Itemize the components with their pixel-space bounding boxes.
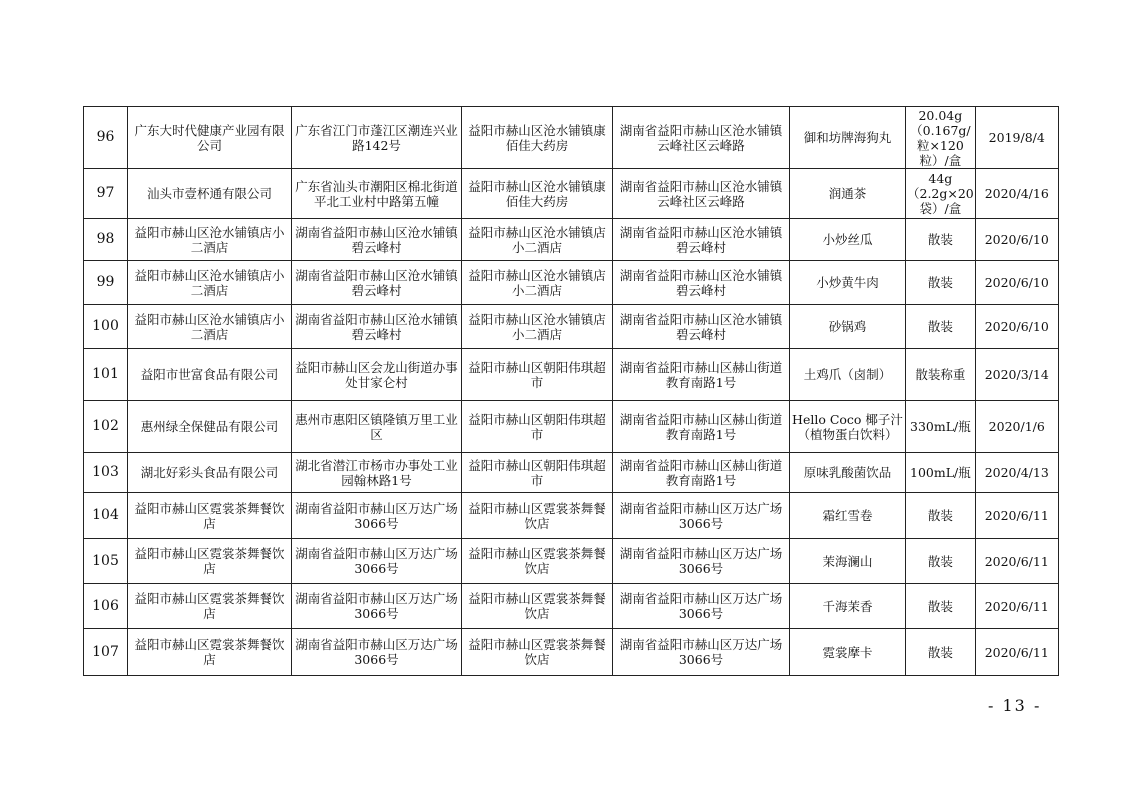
producer-name-cell: 湖北好彩头食品有限公司 xyxy=(128,453,292,493)
table-row xyxy=(84,539,1059,584)
seller-address-cell: 湖南省益阳市赫山区沧水铺镇云峰社区云峰路 xyxy=(613,107,790,169)
seller-name-cell: 益阳市赫山区沧水铺镇康佰佳大药房 xyxy=(462,107,613,169)
product-table xyxy=(83,106,1059,676)
seller-name-cell: 益阳市赫山区霓裳茶舞餐饮店 xyxy=(462,584,613,629)
row-number-cell: 96 xyxy=(84,107,128,169)
production-date-cell: 2020/6/10 xyxy=(975,219,1058,261)
row-number-cell: 98 xyxy=(84,219,128,261)
production-date-cell: 2020/6/10 xyxy=(975,305,1058,349)
row-number-cell: 101 xyxy=(84,349,128,401)
table-row xyxy=(84,107,1059,169)
production-date-cell: 2020/3/14 xyxy=(975,349,1058,401)
specification-cell: 散装 xyxy=(906,629,976,676)
table-row xyxy=(84,453,1059,493)
product-name-cell: Hello Coco 椰子汁（植物蛋白饮料） xyxy=(790,401,906,453)
specification-cell: 散装 xyxy=(906,584,976,629)
producer-name-cell: 益阳市赫山区沧水铺镇店小二酒店 xyxy=(128,305,292,349)
product-name-cell: 御和坊牌海狗丸 xyxy=(790,107,906,169)
seller-name-cell: 益阳市赫山区朝阳伟琪超市 xyxy=(462,349,613,401)
table-row xyxy=(84,629,1059,676)
page-number: - 13 - xyxy=(988,696,1042,715)
specification-cell: 330mL/瓶 xyxy=(906,401,976,453)
seller-name-cell: 益阳市赫山区朝阳伟琪超市 xyxy=(462,453,613,493)
producer-address-cell: 益阳市赫山区会龙山街道办事处甘家仑村 xyxy=(292,349,462,401)
seller-address-cell: 湖南省益阳市赫山区沧水铺镇云峰社区云峰路 xyxy=(613,169,790,219)
product-name-cell: 霓裳摩卡 xyxy=(790,629,906,676)
producer-name-cell: 益阳市赫山区霓裳茶舞餐饮店 xyxy=(128,493,292,539)
production-date-cell: 2020/6/10 xyxy=(975,261,1058,305)
production-date-cell: 2020/6/11 xyxy=(975,539,1058,584)
seller-name-cell: 益阳市赫山区霓裳茶舞餐饮店 xyxy=(462,539,613,584)
producer-address-cell: 湖南省益阳市赫山区沧水铺镇碧云峰村 xyxy=(292,261,462,305)
producer-name-cell: 益阳市赫山区沧水铺镇店小二酒店 xyxy=(128,261,292,305)
table-row xyxy=(84,169,1059,219)
producer-name-cell: 惠州绿全保健品有限公司 xyxy=(128,401,292,453)
producer-address-cell: 湖南省益阳市赫山区万达广场3066号 xyxy=(292,629,462,676)
seller-name-cell: 益阳市赫山区沧水铺镇店小二酒店 xyxy=(462,219,613,261)
specification-cell: 散装 xyxy=(906,493,976,539)
production-date-cell: 2020/1/6 xyxy=(975,401,1058,453)
table-row xyxy=(84,401,1059,453)
specification-cell: 100mL/瓶 xyxy=(906,453,976,493)
producer-address-cell: 湖南省益阳市赫山区万达广场3066号 xyxy=(292,493,462,539)
seller-name-cell: 益阳市赫山区沧水铺镇康佰佳大药房 xyxy=(462,169,613,219)
row-number-cell: 100 xyxy=(84,305,128,349)
row-number-cell: 105 xyxy=(84,539,128,584)
product-name-cell: 霜红雪卷 xyxy=(790,493,906,539)
seller-address-cell: 湖南省益阳市赫山区赫山街道教育南路1号 xyxy=(613,401,790,453)
producer-name-cell: 益阳市赫山区沧水铺镇店小二酒店 xyxy=(128,219,292,261)
table-row xyxy=(84,261,1059,305)
seller-address-cell: 湖南省益阳市赫山区万达广场3066号 xyxy=(613,493,790,539)
product-name-cell: 茉海澜山 xyxy=(790,539,906,584)
producer-name-cell: 汕头市壹杯通有限公司 xyxy=(128,169,292,219)
producer-address-cell: 湖南省益阳市赫山区沧水铺镇碧云峰村 xyxy=(292,219,462,261)
seller-address-cell: 湖南省益阳市赫山区万达广场3066号 xyxy=(613,584,790,629)
specification-cell: 散装 xyxy=(906,539,976,584)
production-date-cell: 2020/6/11 xyxy=(975,584,1058,629)
producer-address-cell: 惠州市惠阳区镇隆镇万里工业区 xyxy=(292,401,462,453)
specification-cell: 44g（2.2g×20袋）/盒 xyxy=(906,169,976,219)
producer-address-cell: 湖北省潜江市杨市办事处工业园翰林路1号 xyxy=(292,453,462,493)
product-name-cell: 土鸡爪（卤制） xyxy=(790,349,906,401)
producer-name-cell: 益阳市赫山区霓裳茶舞餐饮店 xyxy=(128,629,292,676)
producer-address-cell: 湖南省益阳市赫山区沧水铺镇碧云峰村 xyxy=(292,305,462,349)
producer-address-cell: 湖南省益阳市赫山区万达广场3066号 xyxy=(292,539,462,584)
row-number-cell: 102 xyxy=(84,401,128,453)
producer-name-cell: 广东大时代健康产业园有限公司 xyxy=(128,107,292,169)
producer-name-cell: 益阳市世富食品有限公司 xyxy=(128,349,292,401)
seller-name-cell: 益阳市赫山区霓裳茶舞餐饮店 xyxy=(462,629,613,676)
producer-address-cell: 湖南省益阳市赫山区万达广场3066号 xyxy=(292,584,462,629)
seller-name-cell: 益阳市赫山区朝阳伟琪超市 xyxy=(462,401,613,453)
producer-name-cell: 益阳市赫山区霓裳茶舞餐饮店 xyxy=(128,584,292,629)
row-number-cell: 99 xyxy=(84,261,128,305)
table-row xyxy=(84,219,1059,261)
specification-cell: 散装称重 xyxy=(906,349,976,401)
seller-address-cell: 湖南省益阳市赫山区赫山街道教育南路1号 xyxy=(613,453,790,493)
product-name-cell: 原味乳酸菌饮品 xyxy=(790,453,906,493)
producer-address-cell: 广东省汕头市潮阳区棉北街道平北工业村中路第五幢 xyxy=(292,169,462,219)
production-date-cell: 2020/4/16 xyxy=(975,169,1058,219)
row-number-cell: 97 xyxy=(84,169,128,219)
specification-cell: 散装 xyxy=(906,261,976,305)
production-date-cell: 2020/4/13 xyxy=(975,453,1058,493)
specification-cell: 散装 xyxy=(906,219,976,261)
table-row xyxy=(84,493,1059,539)
table-row xyxy=(84,305,1059,349)
seller-address-cell: 湖南省益阳市赫山区万达广场3066号 xyxy=(613,539,790,584)
product-name-cell: 砂锅鸡 xyxy=(790,305,906,349)
product-name-cell: 千海茉香 xyxy=(790,584,906,629)
seller-name-cell: 益阳市赫山区沧水铺镇店小二酒店 xyxy=(462,261,613,305)
producer-address-cell: 广东省江门市蓬江区潮连兴业路142号 xyxy=(292,107,462,169)
row-number-cell: 104 xyxy=(84,493,128,539)
table-row xyxy=(84,349,1059,401)
specification-cell: 散装 xyxy=(906,305,976,349)
seller-address-cell: 湖南省益阳市赫山区沧水铺镇碧云峰村 xyxy=(613,261,790,305)
production-date-cell: 2020/6/11 xyxy=(975,629,1058,676)
row-number-cell: 106 xyxy=(84,584,128,629)
seller-name-cell: 益阳市赫山区霓裳茶舞餐饮店 xyxy=(462,493,613,539)
row-number-cell: 103 xyxy=(84,453,128,493)
producer-name-cell: 益阳市赫山区霓裳茶舞餐饮店 xyxy=(128,539,292,584)
production-date-cell: 2019/8/4 xyxy=(975,107,1058,169)
specification-cell: 20.04g（0.167g/粒×120粒）/盒 xyxy=(906,107,976,169)
product-name-cell: 小炒黄牛肉 xyxy=(790,261,906,305)
seller-address-cell: 湖南省益阳市赫山区赫山街道教育南路1号 xyxy=(613,349,790,401)
table-body xyxy=(84,107,1059,676)
seller-address-cell: 湖南省益阳市赫山区万达广场3066号 xyxy=(613,629,790,676)
seller-address-cell: 湖南省益阳市赫山区沧水铺镇碧云峰村 xyxy=(613,219,790,261)
seller-name-cell: 益阳市赫山区沧水铺镇店小二酒店 xyxy=(462,305,613,349)
production-date-cell: 2020/6/11 xyxy=(975,493,1058,539)
table-row xyxy=(84,584,1059,629)
product-name-cell: 小炒丝瓜 xyxy=(790,219,906,261)
row-number-cell: 107 xyxy=(84,629,128,676)
product-name-cell: 润通茶 xyxy=(790,169,906,219)
seller-address-cell: 湖南省益阳市赫山区沧水铺镇碧云峰村 xyxy=(613,305,790,349)
